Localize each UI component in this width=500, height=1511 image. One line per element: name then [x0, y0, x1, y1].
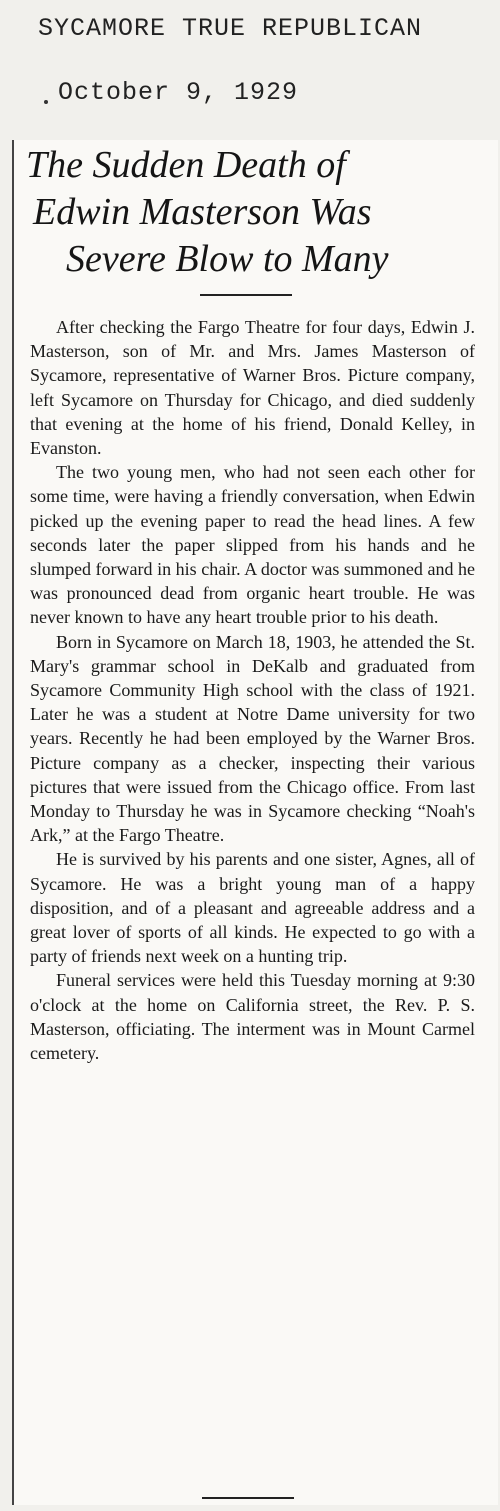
article-paragraph: After checking the Fargo Theatre for four days, Edwin J. Masterson, son of Mr. and Mrs. James Masterson of Sycamore, representative of Warner Bros. Picture company, left Sycamore on Thursday for Chicago, and died suddenly that evening at the home of his friend, Donald Kelley, in Evanston. [30, 317, 475, 459]
ink-dot [44, 100, 48, 104]
headline-line-1: The Sudden Death of [26, 144, 346, 186]
article-paragraph: The two young men, who had not seen each other for some time, were having a friendly conversation, when Edwin picked up the evening paper to read the head lines. A few seconds later the paper slipped from his hands and he slumped forward in his chair. A doctor was summoned and he was pronounced dead from organic heart trouble. He was never known to have any heart trouble prior to his death. [30, 462, 475, 628]
end-divider [202, 1497, 294, 1499]
headline-divider [200, 294, 292, 296]
headline-line-3: Severe Blow to Many [66, 238, 389, 280]
article-body [30, 315, 475, 1065]
headline [26, 142, 476, 283]
article-paragraph: He is survived by his parents and one sister, Agnes, all of Sycamore. He was a bright young man of a happy disposition, and of a pleasant and agreeable address and a great lover of sports of all kinds. He expected to go with a party of friends next week on a hunting trip. [30, 849, 475, 967]
article-paragraph: Funeral services were held this Tuesday morning at 9:30 o'clock at the home on California street, the Rev. P. S. Masterson, officiating. The interment was in Mount Carmel cemetery. [30, 970, 475, 1064]
publication-date: October 9, 1929 [58, 78, 299, 107]
headline-line-2: Edwin Masterson Was [33, 191, 372, 233]
newspaper-name: SYCAMORE TRUE REPUBLICAN [38, 14, 423, 43]
article-paragraph: Born in Sycamore on March 18, 1903, he attended the St. Mary's grammar school in DeKalb and graduated from Sycamore Community High school with the class of 1921. Later he was a student at Notre Dame university for two years. Recently he had been employed by the Warner Bros. Picture company as a checker, inspecting their various pictures that were issued from the Chicago office. From last Monday to Thursday he was in Sycamore checking “Noah's Ark,” at the Fargo Theatre. [30, 631, 475, 846]
